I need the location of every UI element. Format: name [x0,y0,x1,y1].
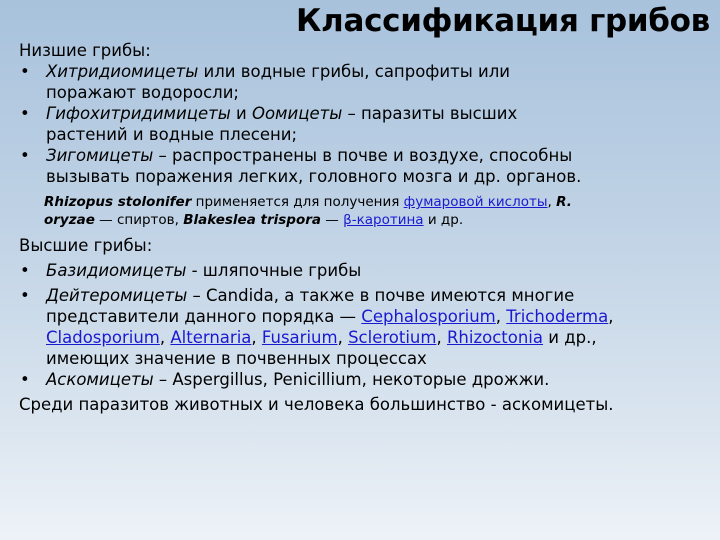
fumaric-acid-link[interactable]: фумаровой кислоты [403,194,548,210]
bullet-icon: • [20,261,30,280]
taxon-name: Базидиомицеты [46,261,187,280]
list-item-deuteromycetes [19,285,709,369]
separator: , [495,307,507,326]
note-text: и др. [423,212,464,228]
species-name: R. [556,194,572,210]
lower-fungi-heading: Низшие грибы: [19,41,151,60]
taxon-name: Оомицеты [251,104,343,123]
note-text: , [547,194,557,210]
higher-fungi-heading: Высшие грибы: [19,236,153,255]
slide-body [19,40,709,415]
fusarium-link[interactable]: Fusarium [261,328,338,347]
item-text: или водные грибы, сапрофиты или [198,62,510,81]
item-text: – распространены в почве и воздухе, способны [153,146,573,165]
list-item-ascomycetes [19,369,709,390]
species-name: Rhizopus stolonifer [44,194,192,210]
footer-summary: Среди паразитов животных и человека большинство - аскомицеты. [19,395,614,414]
item-text-continued: растений и водные плесени; [46,125,298,144]
item-text-continued: вызывать поражения легких, головного мозга и др. органов. [46,167,582,186]
note-text: применяется для получения [191,194,404,210]
trichoderma-link[interactable]: Trichoderma [506,307,609,326]
taxon-name: Гифохитридимицеты [46,104,231,123]
sclerotium-link[interactable]: Sclerotium [348,328,437,347]
taxon-name: Хитридиомицеты [46,62,199,81]
item-text: – Aspergillus, Penicillium, некоторые дрожжи. [153,370,550,389]
slide-title: Классификация грибов [296,3,710,39]
item-text: и др., [543,328,597,347]
item-text: и [230,104,252,123]
bullet-icon: • [20,104,30,123]
item-text-continued: имеющих значение в почвенных процессах [46,349,427,368]
item-text-continued: поражают водоросли; [46,83,239,102]
taxon-name: Аскомицеты [46,370,154,389]
species-name: Blakeslea trispora [183,212,321,228]
separator: , [436,328,447,347]
taxon-name: Дейтеромицеты [46,286,188,305]
item-text: – Candida, а также в почве имеются многие [187,286,575,305]
separator: , [337,328,349,347]
cephalosporium-link[interactable]: Cephalosporium [361,307,496,326]
species-name: oryzae [44,212,95,228]
taxon-name: Зигомицеты [46,146,154,165]
note-text: — спиртов, [94,212,184,228]
bullet-icon: • [20,286,30,305]
bullet-icon: • [20,370,30,389]
list-item-basidiomycetes [19,260,709,281]
list-item-hyphochytridiomycetes [19,103,709,145]
rhizoctonia-link[interactable]: Rhizoctonia [446,328,544,347]
list-item-zygomycetes [19,145,709,187]
separator: , [159,328,171,347]
bullet-icon: • [20,62,30,81]
beta-carotene-link[interactable]: β-каротина [343,212,424,228]
cladosporium-link[interactable]: Cladosporium [46,328,160,347]
note-text: — [321,212,344,228]
item-text-continued: представители данного порядка — [46,307,362,326]
separator: , [608,307,614,326]
item-text: – паразиты высших [342,104,518,123]
zygomycetes-note [19,193,709,229]
separator: , [251,328,262,347]
list-item-chytridiomycetes [19,61,709,103]
item-text: - шляпочные грибы [186,261,362,280]
alternaria-link[interactable]: Alternaria [170,328,252,347]
bullet-icon: • [20,146,30,165]
